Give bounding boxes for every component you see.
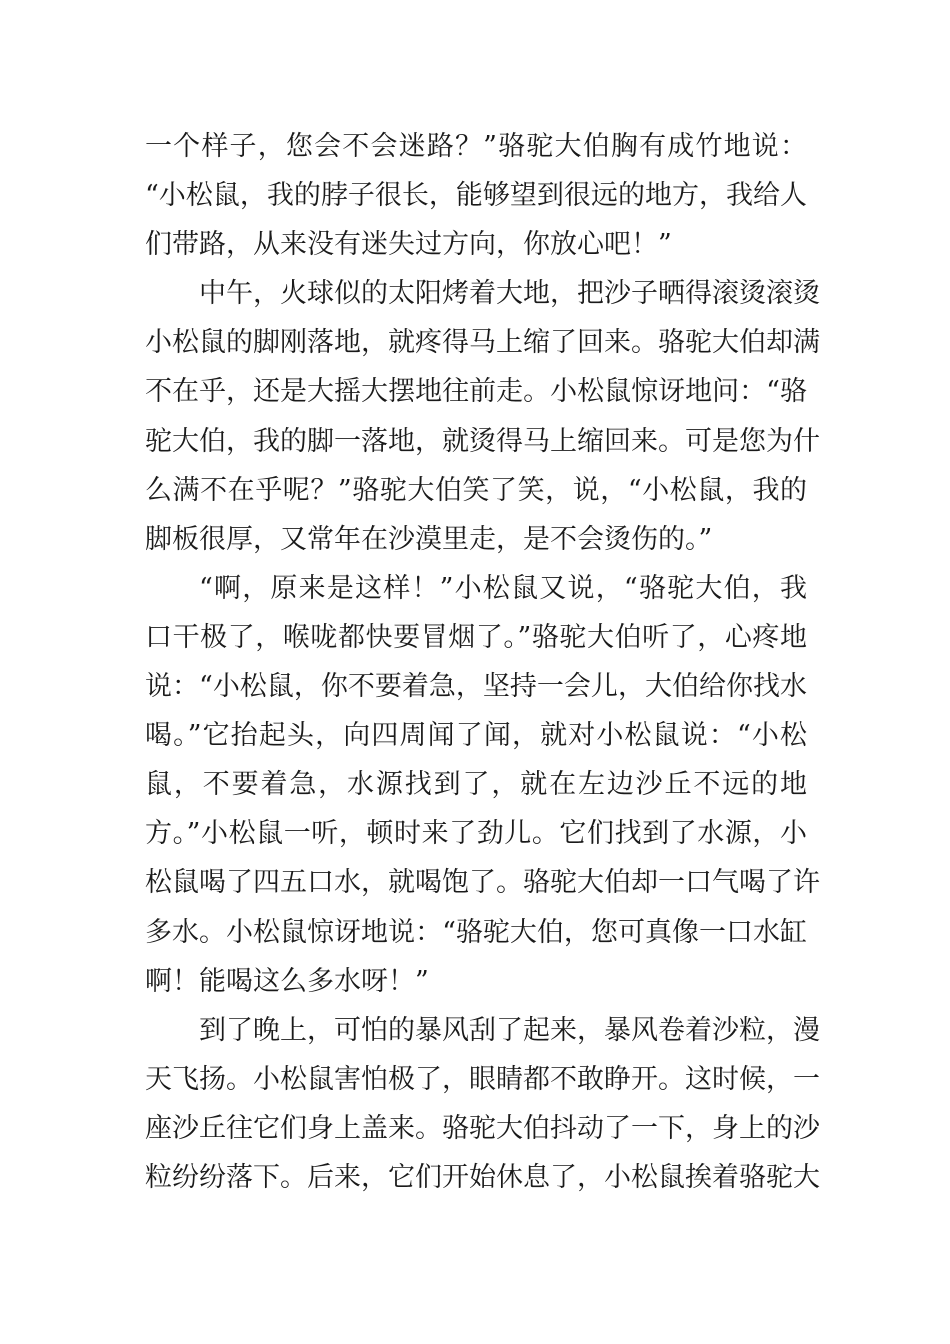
text-line: 天飞扬。小松鼠害怕极了，眼睛都不敢睁开。这时候，一 — [145, 1063, 820, 1095]
text-line: 方。”小松鼠一听，顿时来了劲儿。它们找到了水源，小 — [145, 818, 807, 850]
text-line: 一个样子，您会不会迷路？”骆驼大伯胸有成竹地说： — [145, 131, 807, 162]
text-line: 驼大伯，我的脚一落地，就烫得马上缩回来。可是您为什 — [145, 425, 820, 457]
text-line: 座沙丘往它们身上盖来。骆驼大伯抖动了一下，身上的沙 — [145, 1112, 820, 1144]
text-line: 脚板很厚，又常年在沙漠里走，是不会烫伤的。” — [145, 523, 713, 555]
text-line: 松鼠喝了四五口水，就喝饱了。骆驼大伯却一口气喝了许 — [145, 867, 820, 899]
text-line: “啊，原来是这样！”小松鼠又说，“骆驼大伯，我 — [199, 572, 807, 604]
text-line: 粒纷纷落下。后来，它们开始休息了，小松鼠挨着骆驼大 — [145, 1161, 820, 1193]
text-line: 多水。小松鼠惊讶地说：“骆驼大伯，您可真像一口水缸 — [145, 916, 807, 948]
text-line: 小松鼠的脚刚落地，就疼得马上缩了回来。骆驼大伯却满 — [145, 327, 820, 359]
text-line: “小松鼠，我的脖子很长，能够望到很远的地方，我给人 — [145, 180, 807, 212]
text-line: 们带路，从来没有迷失过方向，你放心吧！” — [145, 229, 672, 261]
text-line: 口干极了，喉咙都快要冒烟了。”骆驼大伯听了，心疼地 — [145, 621, 807, 653]
story-text — [145, 122, 820, 1202]
text-line: 说：“小松鼠，你不要着急，坚持一会儿，大伯给你找水 — [145, 671, 807, 703]
text-line: 中午，火球似的太阳烤着大地，把沙子晒得滚烫滚烫 — [199, 278, 820, 310]
text-line: 喝。”它抬起头，向四周闻了闻，就对小松鼠说：“小松 — [145, 720, 807, 752]
text-line: 啊！能喝这么多水呀！” — [145, 965, 429, 997]
text-line: 到了晚上，可怕的暴风刮了起来，暴风卷着沙粒，漫 — [199, 1014, 820, 1046]
text-line: 不在乎，还是大摇大摆地往前走。小松鼠惊讶地问：“骆 — [145, 376, 807, 408]
text-line: 鼠，不要着急，水源找到了，就在左边沙丘不远的地 — [145, 769, 807, 801]
text-line: 么满不在乎呢？”骆驼大伯笑了笑，说，“小松鼠，我的 — [145, 474, 807, 506]
